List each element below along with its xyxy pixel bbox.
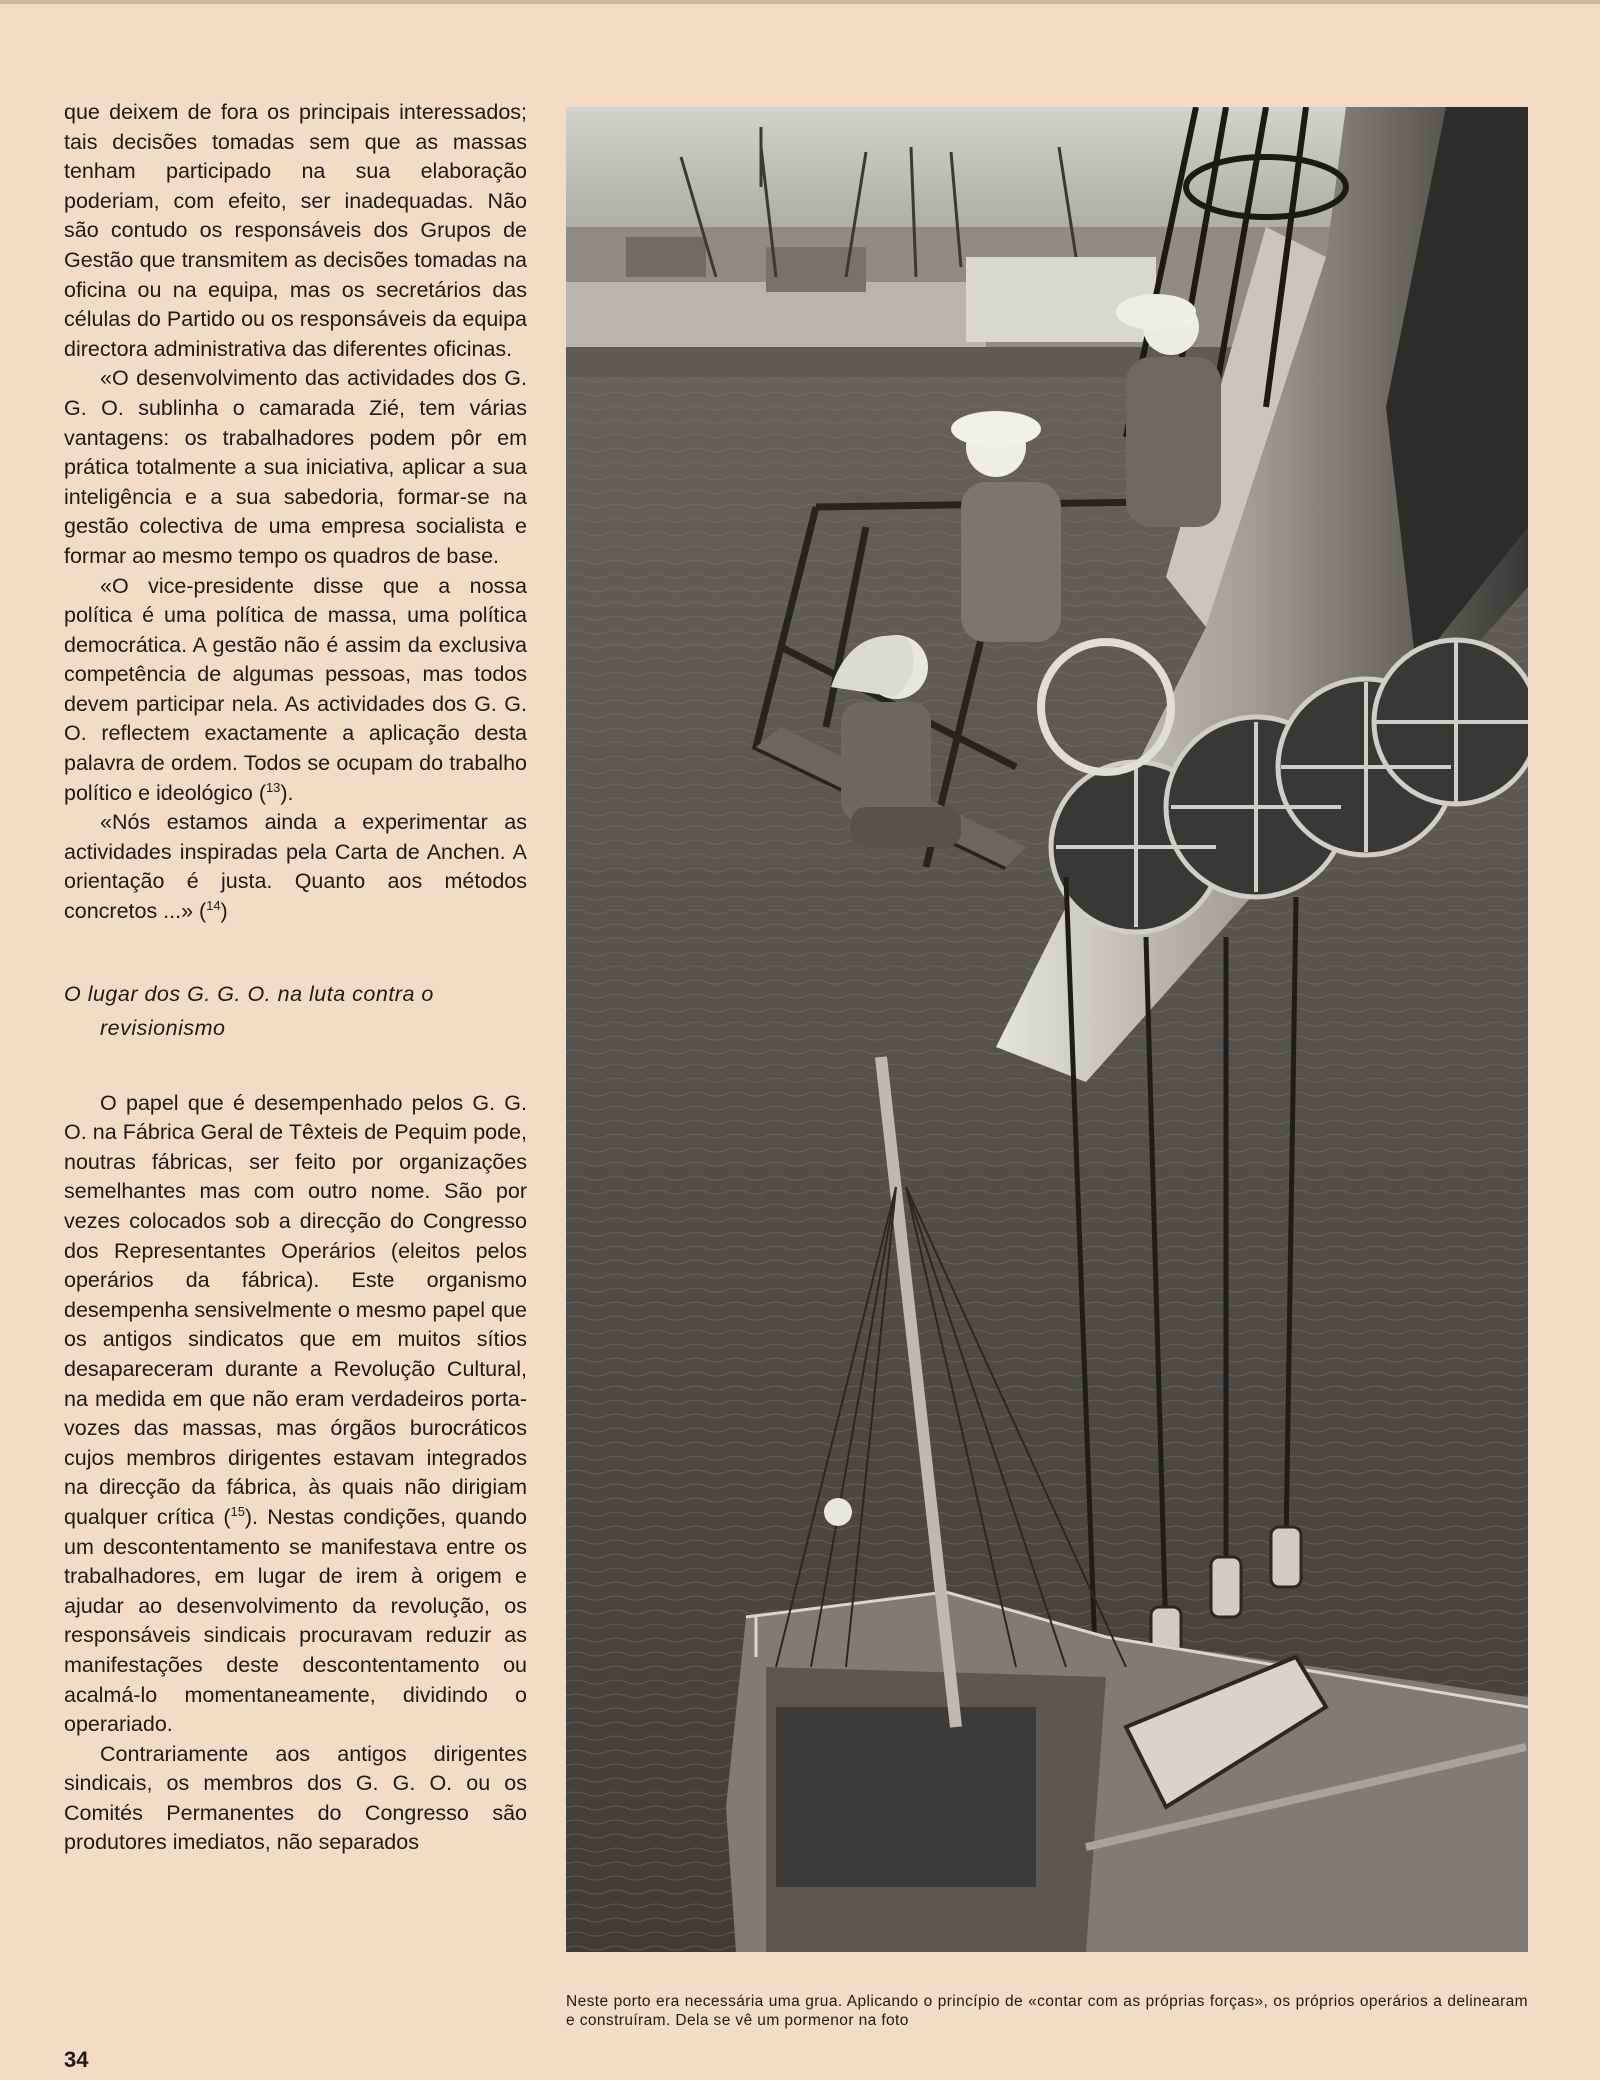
footnote-ref: 15 [230,1503,245,1519]
section-heading-line: O lugar dos G. G. O. na luta contra o [64,981,434,1006]
section-heading [64,977,527,1045]
paragraph-text: ). Nestas condições, quando um descontentamento se manifestava entre os trabalhadores, em lugar de irem à origem e ajudar ao desenvolvimento da revolução, os responsáveis sindicais procuravam reduzir as manifestações deste descontentamento ou acalmá-lo momentaneamente, dividindo o operariado. [64,1504,527,1737]
paragraph-text: «O desenvolvimento das actividades dos G. G. O. sublinha o camarada Zié, tem várias vantagens: os trabalhadores podem pôr em prática totalmente a sua iniciativa, aplicar a sua inteligência e a sua sabedoria, formar-se na gestão colectiva de uma empresa socialista e formar ao mesmo tempo os quadros de base. [64,366,527,568]
paragraph-text: «O vice-presidente disse que a nossa política é uma política de massa, uma política democrática. A gestão não é assim da exclusiva competência de algumas pessoas, mas todos devem participar nela. As actividades dos G. G. O. reflectem exactamente a aplicação desta palavra de ordem. Todos se ocupam do trabalho político e ideológico ( [64,573,527,805]
paragraph-text: O papel que é desempenhado pelos G. G. O. na Fábrica Geral de Têxteis de Pequim pode, noutras fábricas, ser feito por organizações semelhantes mas com outro nome. São por vezes colocados sob a direcção do Congresso dos Representantes Operários (eleitos pelos operários da fábrica). Este organismo desempenha sensivelmente o mesmo papel que os antigos sindicatos que em muitos sítios desapareceram durante a Revolução Cultural, na medida em que não eram verdadeiros porta-vozes das massas, mas órgãos burocráticos cujos membros dirigentes estavam integrados na direcção da fábrica, às quais não dirigiam qualquer crítica ( [64,1090,527,1529]
footnote-ref: 13 [265,779,281,795]
paragraph-text-end: ) [220,899,228,924]
photo-illustration [566,107,1528,1952]
paragraph-text: Contrariamente aos antigos dirigentes sindicais, os membros dos G. G. O. ou os Comités Permanentes do Congresso são produtores imediatos, não separados [64,1741,527,1855]
paragraph [64,572,527,809]
harbor-crane-photo [566,107,1528,1952]
paragraph: que deixem de fora os principais interessados; tais decisões tomadas sem que as massas tenham participado na sua elaboração poderiam, com efeito, ser inadequadas. Não são contudo os responsáveis dos Grupos de Gestão que transmitem as decisões tomadas na oficina ou na equipa, mas os secretários das células do Partido ou os responsáveis da equipa directora administrativa das diferentes oficinas. [64,100,527,361]
photo-caption: Neste porto era necessária uma grua. Aplicando o princípio de «contar com as próprias forças», os próprios operários a delinearam e construíram. Dela se vê um pormenor na foto [566,1993,1528,2029]
paragraph-text-end: ). [280,780,294,805]
footnote-ref: 14 [206,897,221,913]
paragraph [64,1089,527,1740]
paragraph [64,1740,527,1858]
paragraph [64,808,527,926]
text-column [64,98,527,1858]
section-heading-line: revisionismo [100,1015,226,1040]
paragraph-text: «Nós estamos ainda a experimentar as actividades inspiradas pela Carta de Anchen. A orientação é justa. Quanto aos métodos concretos ...» ( [64,810,527,924]
paragraph [64,364,527,571]
page-number: 34 [64,2047,89,2072]
top-edge-rule [0,0,1600,4]
